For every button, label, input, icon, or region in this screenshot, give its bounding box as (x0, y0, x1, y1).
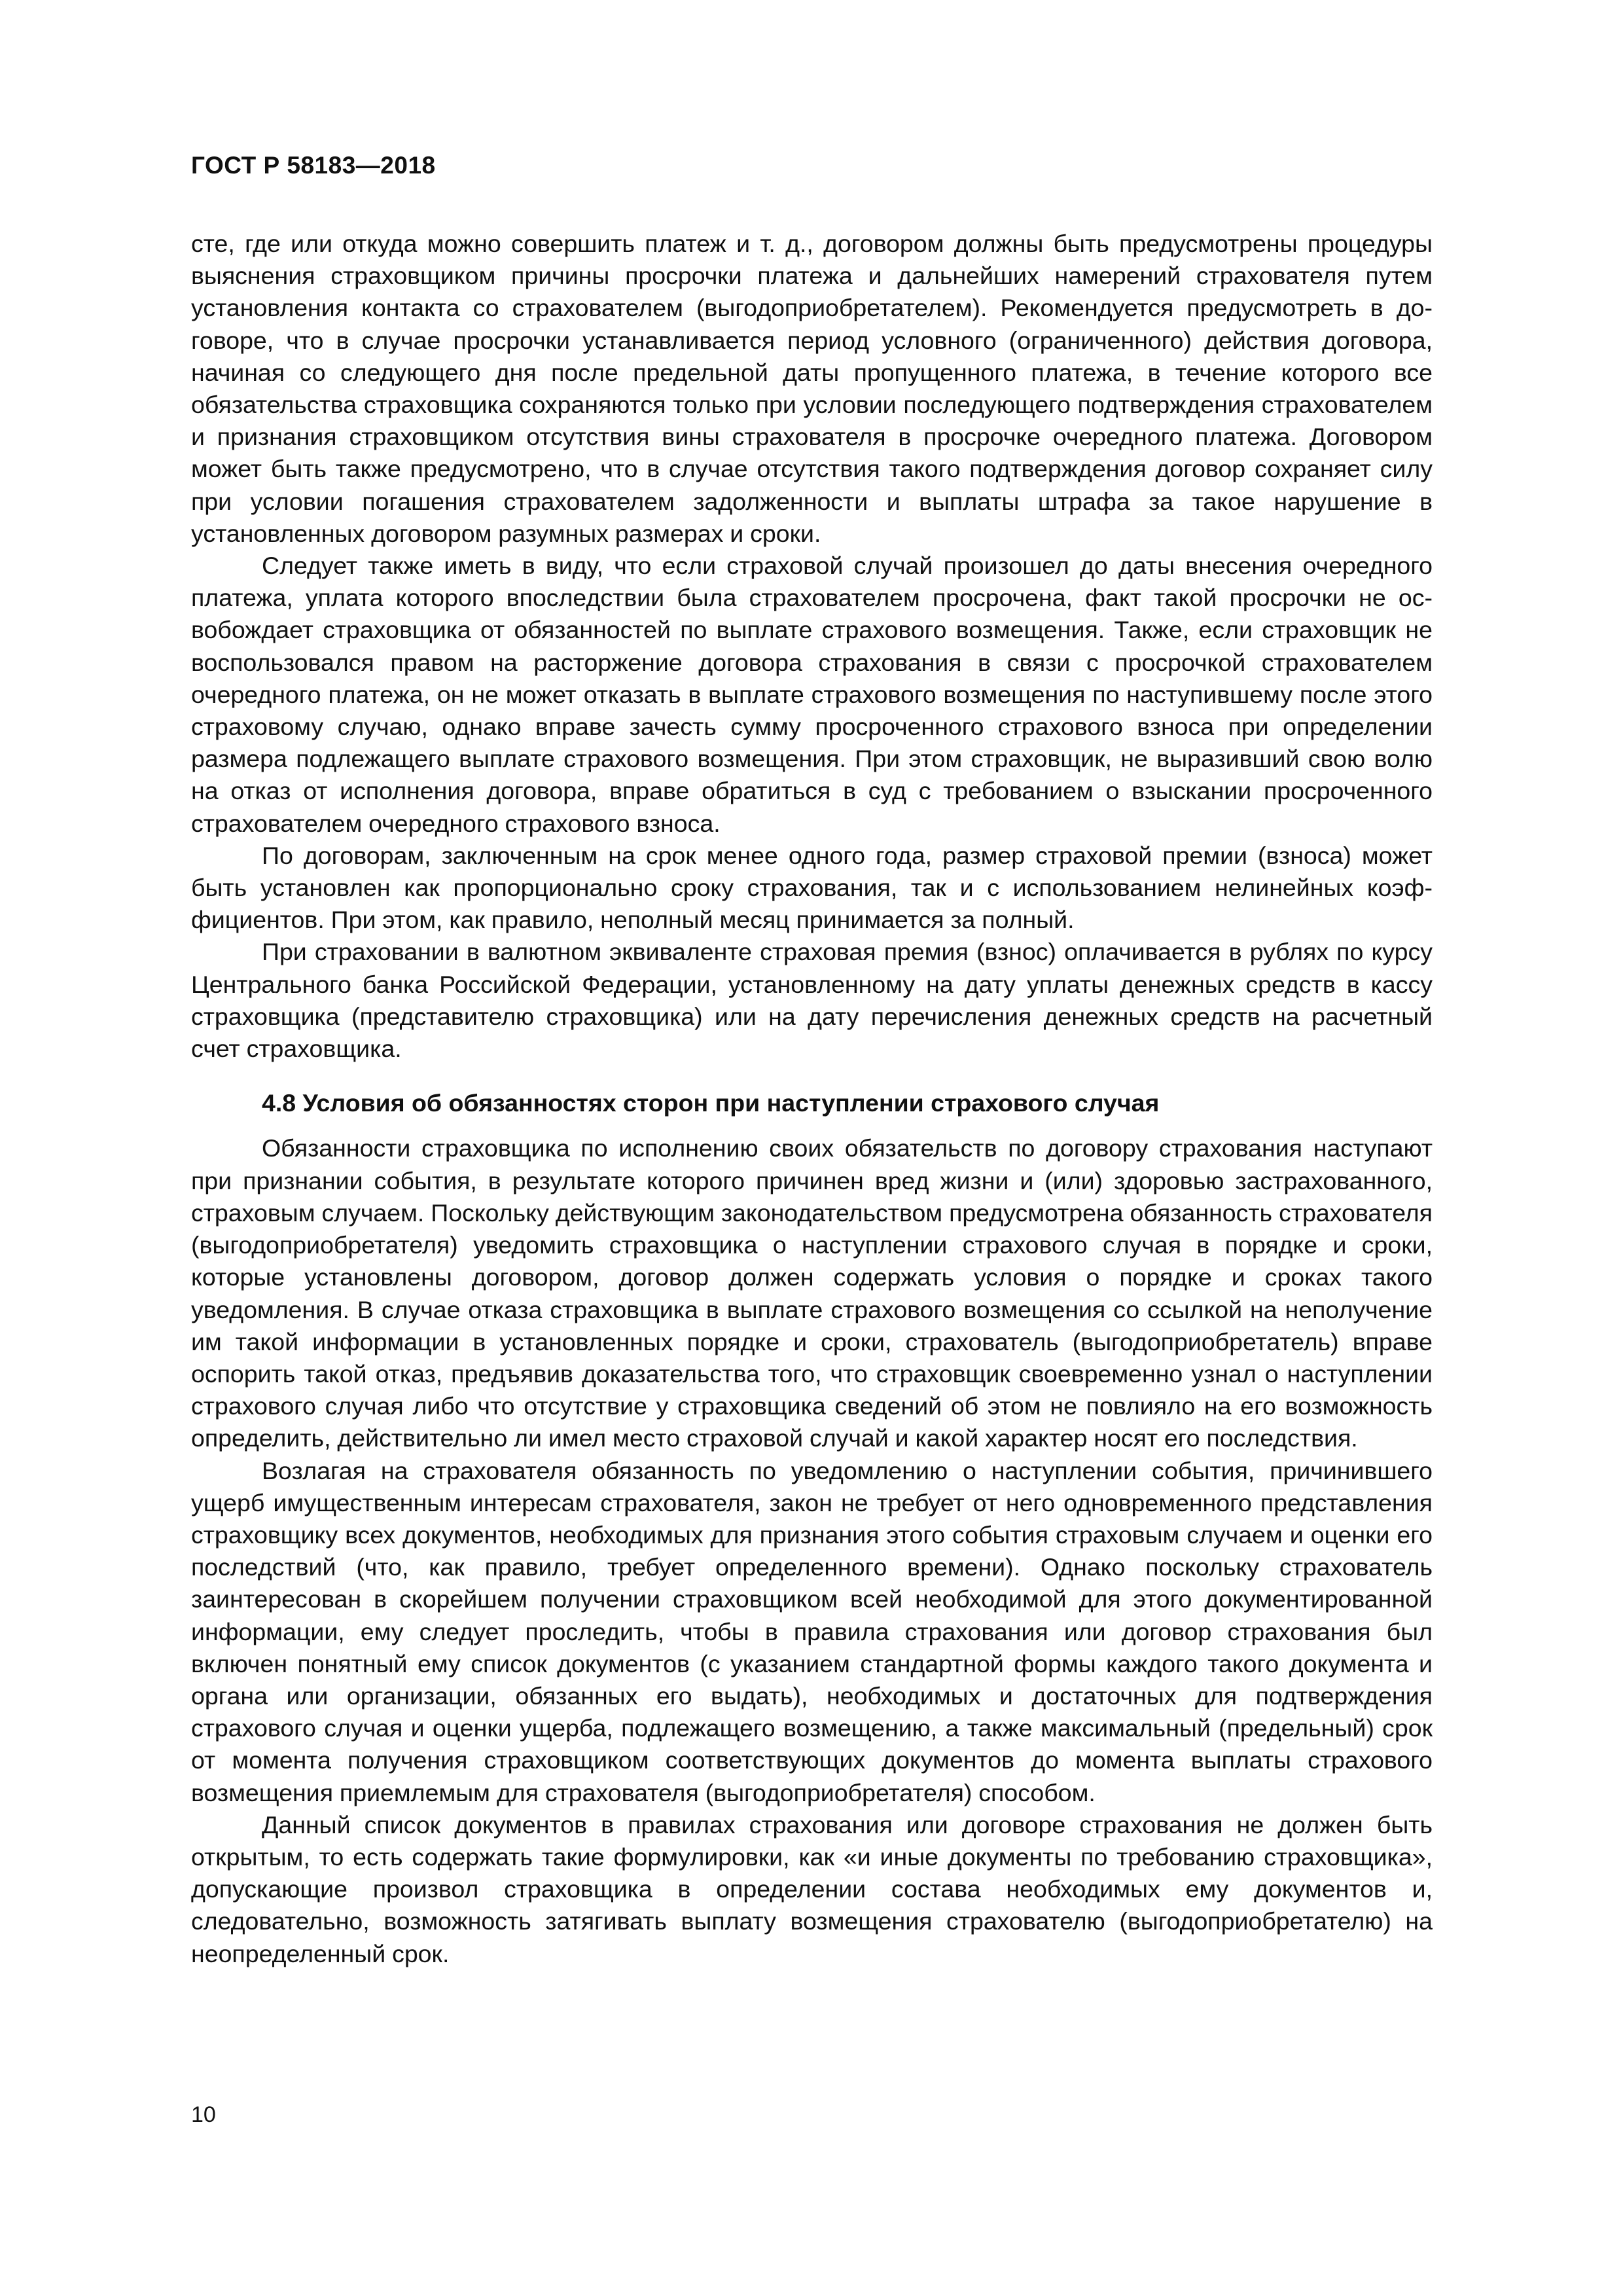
paragraph-currency-equivalent: При страховании в валютном эквиваленте страховая премия (взнос) оплачивается в рублях по курсу Центрального банка Российской Федерации, установленному на дату уплаты денежных средств в кассу страховщика (представителю страховщика) или на дату перечисления денежных средств на расчетный счет страховщика. (191, 938, 1433, 1063)
page-body (191, 228, 1433, 1970)
paragraph-short-term-contracts: По договорам, заключенным на срок менее одного года, размер страховой премии (взноса) может быть установлен как пропорционально сроку страхования, так и с использованием нелинейных коэффициентов. При этом, как правило, неполный месяц принимается за полный. (191, 841, 1433, 934)
paragraph-notification-duty: Возлагая на страхователя обязанность по уведомлению о наступлении события, причинившего ущерб имущественным интересам страхователя, закон не требует от него одновременного представления страховщику всех документов, необходимых для признания этого события страховым случаем и оценки его последствий (что, как правило, требует определенного времени). Однако поскольку страхователь заинтересован в скорейшем получении страховщиком всей необходимой для этого документированной информации, ему следует проследить, чтобы в правила страхования или договор страхования был включен понятный ему список документов (с указанием стандартной формы каждого такого документа и органа или организации, обязанных его выдать), необходимых и достаточных для подтверждения страхового случая и оценки ущерба, подлежащего возмещению, а также максимальный (предельный) срок от момента получения страховщиком соответствующих документов до момента выплаты страхового возмещения приемлемым для страхователя (выгодоприобретателя) способом. (191, 1456, 1433, 1806)
document-header: ГОСТ Р 58183—2018 (191, 152, 436, 179)
paragraph-insurer-obligations: Обязанности страховщика по исполнению своих обязательств по договору страхования наступают при признании события, в результате которого причинен вред жизни и (или) здоровью застрахованного, страховым случаем. Поскольку действующим законодательством предусмотрена обязанность страхователя (выгодоприобретателя) уведомить страховщика о наступлении страхового случая в порядке и сроки, которые установлены договором, договор должен содержать условия о порядке и сроках такого уведомления. В случае отказа страховщика в выплате страхового возмещения со ссылкой на неполучение им такой информации в установленных порядке и сроки, страхователь (выгодоприобретатель) вправе оспорить такой отказ, предъявив доказательства того, что страховщик своевременно узнал о наступлении страхового случая либо что отсутствие у страховщика сведений об этом не повлияло на его возможность определить, действительно ли имел место страховой случай и какой характер носят его последствия. (191, 1134, 1433, 1452)
paragraph-continuation: сте, где или откуда можно совершить платеж и т. д., договором должны быть предусмотрены процедуры выяснения страховщиком причины просрочки платежа и дальнейших намерений страхователя путем установления контакта со страхователем (выгодоприобретателем). Рекомендуется предусмотреть в договоре, что в случае просрочки устанавливается период условного (ограниченного) действия договора, начиная со следующего дня после предельной даты пропущенного платежа, в течение которого все обязательства страховщика сохраняются только при условии последующего подтверждения страхователем и признания страховщиком отсутствия вины страхователя в просрочке очередного платежа. Договором может быть также предусмотрено, что в случае отсутствия такого подтверждения договор сохраняет силу при условии погашения страхователем задолженности и выплаты штрафа за такое нарушение в установленных договором разумных размерах и сроки. (191, 230, 1433, 547)
page-number: 10 (191, 2102, 216, 2127)
section-heading: 4.8 Условия об обязанностях сторон при наступлении страхового случая (262, 1089, 1160, 1117)
paragraph-overdue-payment: Следует также иметь в виду, что если страховой случай произошел до даты внесения очередного платежа, уплата которого впоследствии была страхователем просрочена, факт такой просрочки не освобождает страховщика от обязанностей по выплате страхового возмещения. Также, если страховщик не воспользовался правом на расторжение договора страхования в связи с просрочкой страхователем очередного платежа, он не может отказать в выплате страхового возмещения по наступившему после этого страховому случаю, однако вправе зачесть сумму просроченного страхового взноса при определении размера подлежащего выплате страхового возмещения. При этом страховщик, не выразивший свою волю на отказ от исполнения договора, вправе обратиться в суд с требованием о взыскании просроченного страхователем очередного страхового взноса. (191, 552, 1433, 837)
paragraph-document-list: Данный список документов в правилах страхования или договоре страхования не должен быть открытым, то есть содержать такие формулировки, как «и иные документы по требованию страховщика», допускающие произвол страховщика в определении состава необходимых ему документов и, следовательно, возможность затягивать выплату возмещения страхователю (выгодоприобретателю) на неопределенный срок. (191, 1810, 1433, 1967)
